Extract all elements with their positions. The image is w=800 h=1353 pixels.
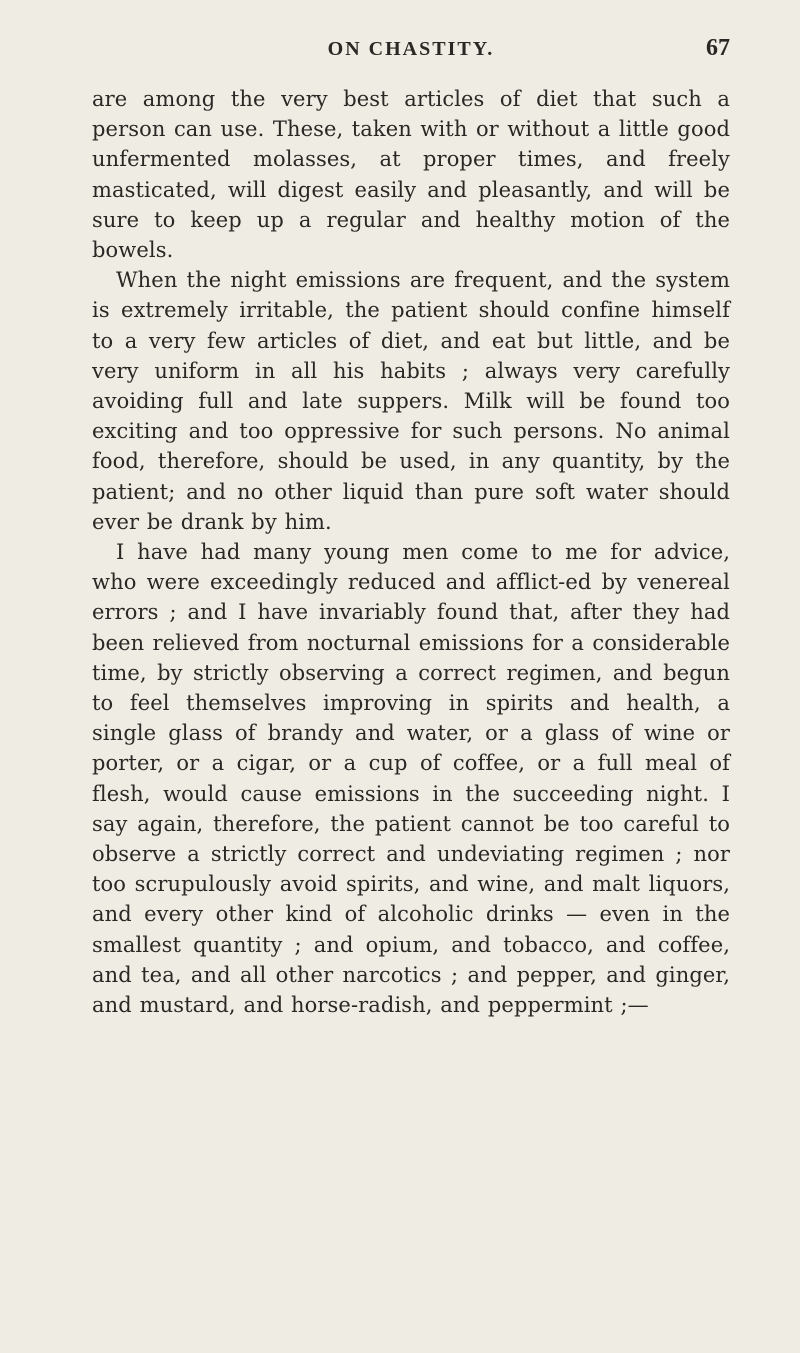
running-title: ON CHASTITY.: [327, 38, 495, 60]
paragraph-3: I have had many young men come to me for advice, who were exceedingly reduced and afflict-ed by venereal errors ; and I have invariably found that, after they had been relieved from nocturnal emissions for a considerable time, by strictly observing a correct regimen, and begun to feel themselves improving in spirits and health, a single glass of brandy and water, or a glass of wine or porter, or a cigar, or a cup of coffee, or a full meal of flesh, would cause emissions in the succeeding night. I say again, therefore, the patient cannot be too careful to observe a strictly correct and undeviating regimen ; nor too scrupulously avoid spirits, and wine, and malt liquors, and every other kind of alcoholic drinks — even in the smallest quantity ; and opium, and tobacco, and coffee, and tea, and all other narcotics ; and pepper, and ginger, and mustard, and horse-radish, and peppermint ;—: [92, 540, 730, 1018]
page-number: 67: [706, 35, 730, 61]
paragraph-1: are among the very best articles of diet that such a person can use. These, taken with or without a little good unfermented molasses, at proper times, and freely masticated, will digest easily and pleasantly, and will be sure to keep up a regular and healthy motion of the bowels.: [92, 87, 730, 263]
paragraph-2: When the night emissions are frequent, and the system is extremely irritable, the patient should confine himself to a very few articles of diet, and eat but little, and be very uniform in all his habits ; always very carefully avoiding full and late suppers. Milk will be found too exciting and too oppressive for such persons. No animal food, therefore, should be used, in any quantity, by the patient; and no other liquid than pure soft water should ever be drank by him.: [92, 268, 730, 534]
running-header: [92, 35, 730, 66]
body-text: [92, 84, 730, 1020]
